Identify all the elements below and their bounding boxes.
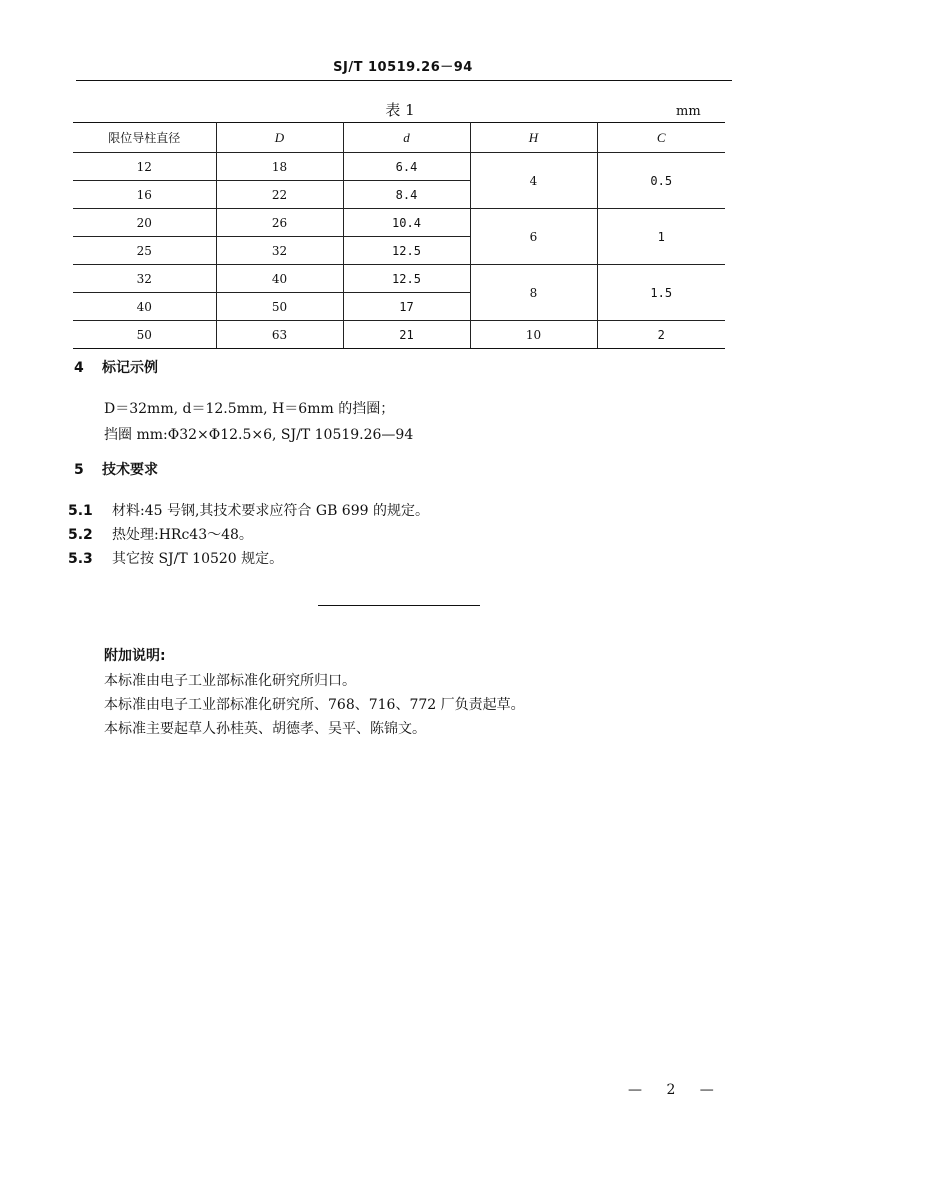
cell-H: 10: [470, 321, 597, 349]
cell-d: 12.5: [343, 237, 470, 265]
cell-guide-diameter: 25: [73, 237, 216, 265]
page-number: — 2 —: [628, 1082, 724, 1098]
cell-guide-diameter: 40: [73, 293, 216, 321]
section-5-number: 5: [74, 462, 84, 478]
cell-guide-diameter: 32: [73, 265, 216, 293]
col-header-H: H: [470, 123, 597, 153]
table-row: [73, 321, 725, 349]
notes-line: 本标准主要起草人孙桂英、胡德孝、吴平、陈锦文。: [104, 721, 426, 737]
section-4-heading: [74, 357, 158, 377]
cell-D: 26: [216, 209, 343, 237]
cell-guide-diameter: 16: [73, 181, 216, 209]
section-5-heading: [74, 459, 158, 479]
clause-5-3: [68, 548, 283, 568]
table-title: 表 1: [385, 101, 415, 119]
cell-H: 6: [470, 209, 597, 265]
clause-text: 其它按 SJ/T 10520 规定。: [112, 551, 284, 567]
cell-d: 8.4: [343, 181, 470, 209]
cell-D: 50: [216, 293, 343, 321]
cell-C: 1: [597, 209, 725, 265]
cell-H: 8: [470, 265, 597, 321]
table-row: [73, 153, 725, 181]
clause-5-1: [68, 500, 429, 520]
separator-rule: [318, 605, 480, 606]
notes-line: 本标准由电子工业部标准化研究所归口。: [104, 673, 356, 689]
table-row: [73, 265, 725, 293]
cell-guide-diameter: 20: [73, 209, 216, 237]
table-row: [73, 209, 725, 237]
section-4-title: 标记示例: [102, 360, 158, 376]
notes-title: 附加说明:: [104, 648, 166, 664]
notes-line: 本标准由电子工业部标准化研究所、768、716、772 厂负责起草。: [104, 697, 525, 713]
clause-number: 5.3: [68, 551, 93, 567]
cell-d: 10.4: [343, 209, 470, 237]
clause-number: 5.1: [68, 503, 93, 519]
cell-d: 21: [343, 321, 470, 349]
cell-guide-diameter: 12: [73, 153, 216, 181]
cell-H: 4: [470, 153, 597, 209]
cell-D: 40: [216, 265, 343, 293]
clause-text: 材料:45 号钢,其技术要求应符合 GB 699 的规定。: [112, 503, 429, 519]
header-rule: [76, 80, 732, 81]
section-5-title: 技术要求: [102, 462, 158, 478]
cell-d: 6.4: [343, 153, 470, 181]
cell-d: 12.5: [343, 265, 470, 293]
cell-C: 0.5: [597, 153, 725, 209]
cell-D: 18: [216, 153, 343, 181]
cell-d: 17: [343, 293, 470, 321]
table-header-row: [73, 123, 725, 153]
col-header-guide-diameter: 限位导柱直径: [73, 123, 216, 153]
clause-number: 5.2: [68, 527, 93, 543]
cell-D: 63: [216, 321, 343, 349]
marking-example-line-1: D＝32mm, d＝12.5mm, H＝6mm 的挡圈；: [104, 401, 395, 417]
dimension-table: [73, 122, 725, 349]
clause-text: 热处理:HRc43～48。: [112, 527, 253, 543]
cell-guide-diameter: 50: [73, 321, 216, 349]
cell-C: 1.5: [597, 265, 725, 321]
marking-example-line-2: 挡圈 mm:Φ32×Φ12.5×6, SJ/T 10519.26—94: [104, 427, 414, 443]
table-unit: mm: [676, 104, 701, 119]
cell-D: 32: [216, 237, 343, 265]
document-code: SJ/T 10519.26－94: [333, 60, 473, 75]
cell-C: 2: [597, 321, 725, 349]
col-header-D: D: [216, 123, 343, 153]
cell-D: 22: [216, 181, 343, 209]
clause-5-2: [68, 524, 253, 544]
section-4-number: 4: [74, 360, 84, 376]
col-header-C: C: [597, 123, 725, 153]
col-header-d: d: [343, 123, 470, 153]
